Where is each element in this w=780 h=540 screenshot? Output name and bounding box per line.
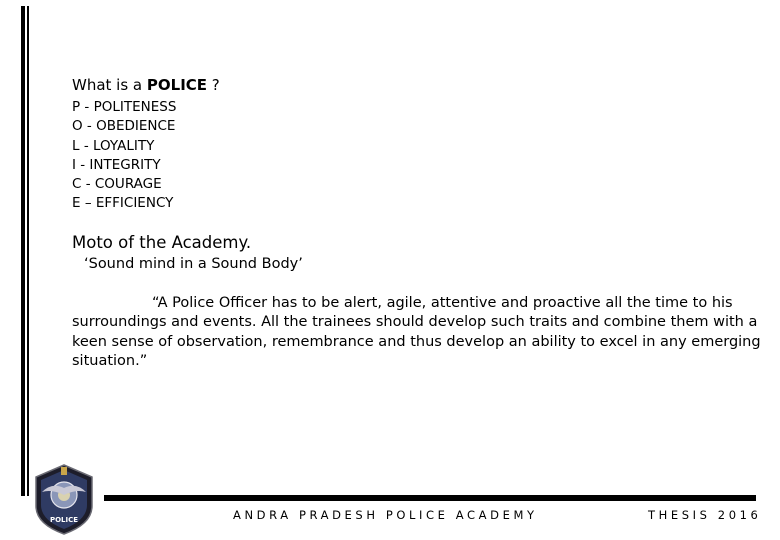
police-word: POLICE bbox=[146, 76, 208, 94]
footer-academy-name: ANDRA PRADESH POLICE ACADEMY bbox=[233, 508, 538, 522]
acronym-item: P - POLITENESS bbox=[72, 99, 177, 115]
svg-text:POLICE: POLICE bbox=[49, 516, 79, 524]
left-border-thin bbox=[27, 6, 29, 496]
police-acronym-list bbox=[72, 98, 176, 214]
footer-divider bbox=[104, 495, 756, 501]
moto-title: Moto of the Academy. bbox=[72, 233, 252, 252]
acronym-item: O - OBEDIENCE bbox=[72, 118, 176, 135]
police-emblem-icon bbox=[32, 462, 96, 536]
acronym-item: L - LOYALITY bbox=[72, 137, 155, 154]
acronym-item: I - INTEGRITY bbox=[72, 156, 161, 173]
acronym-item: C - COURAGE bbox=[72, 176, 162, 193]
moto-quote: ‘Sound mind in a Sound Body’ bbox=[84, 256, 303, 272]
footer-thesis-label: THESIS 2016 bbox=[648, 508, 762, 522]
police-heading: What is a POLICE ? bbox=[72, 76, 220, 94]
acronym-item: E – EFFICIENCY bbox=[72, 195, 174, 212]
officer-quote-paragraph: “A Police Officer has to be alert, agile, attentive and proactive all the time to his surroundings and events. All the trainees should develop such traits and combine them with a keen sense of observation, remembrance and thus develop an ability to excel in any emerging situation.” bbox=[72, 295, 761, 369]
left-border-thick bbox=[21, 6, 25, 496]
